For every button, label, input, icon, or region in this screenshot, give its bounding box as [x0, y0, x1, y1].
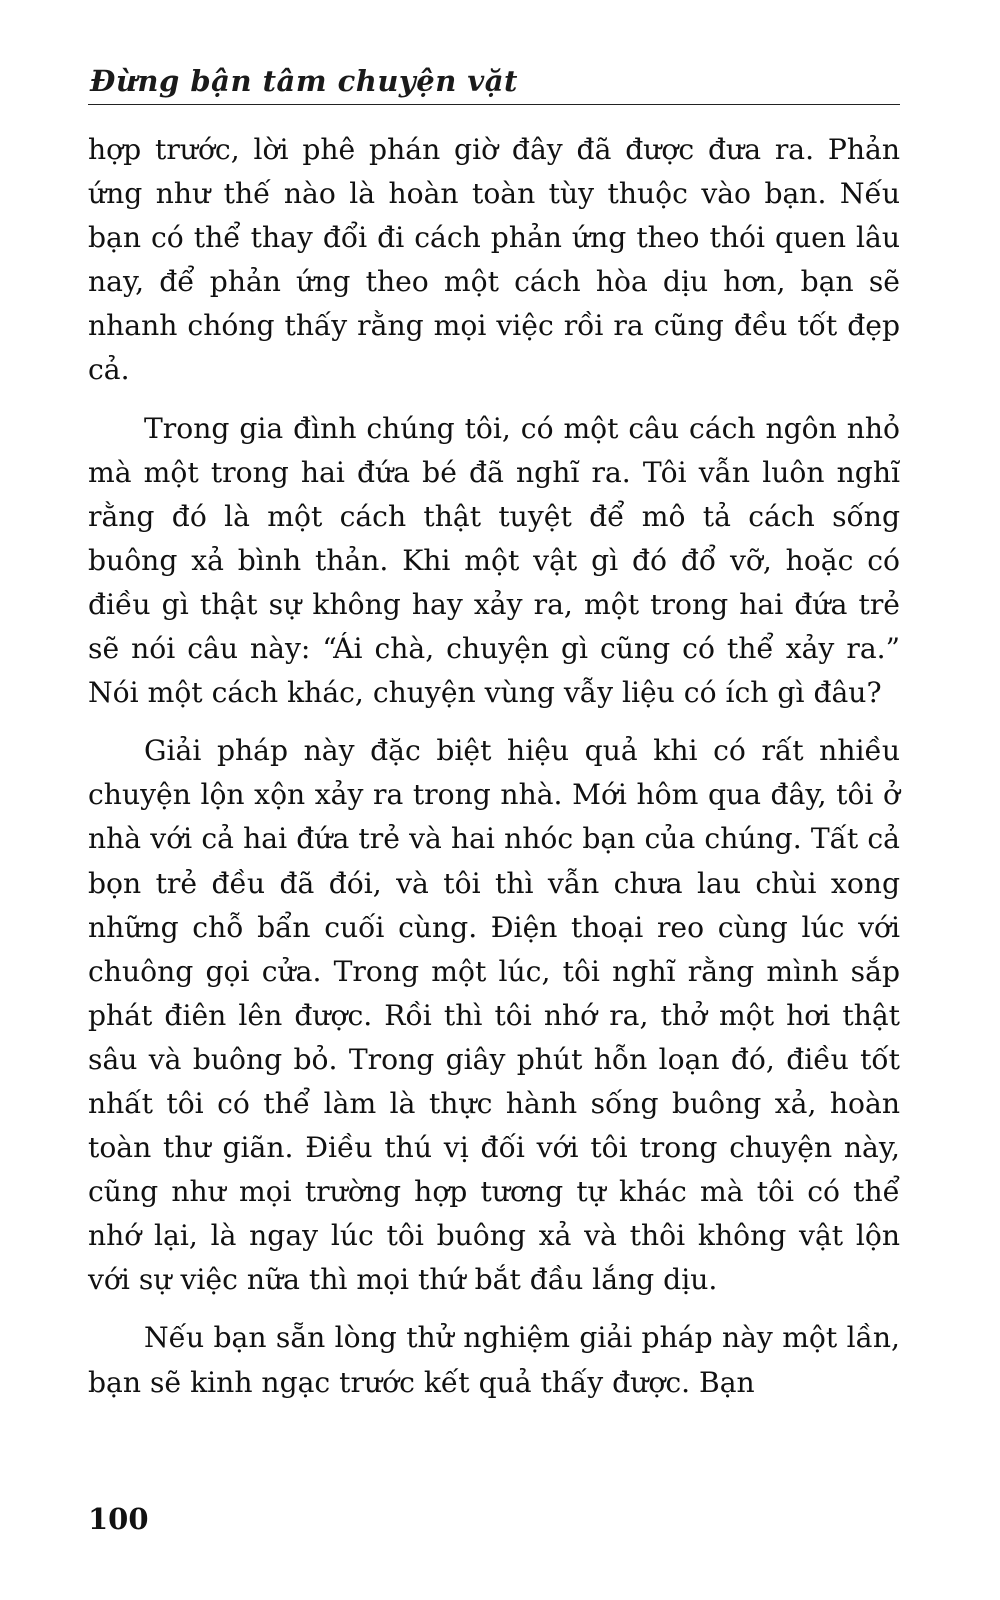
- running-header: [88, 54, 900, 105]
- paragraph: Nếu bạn sẵn lòng thử nghiệm giải pháp này một lần, bạn sẽ kinh ngạc trước kết quả thấy được. Bạn: [88, 1321, 900, 1399]
- paragraph: Trong gia đình chúng tôi, có một câu cách ngôn nhỏ mà một trong hai đứa bé đã nghĩ ra. Tôi vẫn luôn nghĩ rằng đó là một cách thật tuyệt để mô tả cách sống buông xả bình thản. Khi một vật gì đó đổ vỡ, hoặc có điều gì thật sự không hay xảy ra, một trong hai đứa trẻ sẽ nói câu này: “Ái chà, chuyện gì cũng có thể xảy ra.” Nói một cách khác, chuyện vùng vẫy liệu có ích gì đâu?: [88, 411, 900, 710]
- paragraph: Giải pháp này đặc biệt hiệu quả khi có rất nhiều chuyện lộn xộn xảy ra trong nhà. Mới hôm qua đây, tôi ở nhà với cả hai đứa trẻ và hai nhóc bạn của chúng. Tất cả bọn trẻ đều đã đói, và tôi thì vẫn chưa lau chùi xong những chỗ bẩn cuối cùng. Điện thoại reo cùng lúc với chuông gọi cửa. Trong một lúc, tôi nghĩ rằng mình sắp phát điên lên được. Rồi thì tôi nhớ ra, thở một hơi thật sâu và buông bỏ. Trong giây phút hỗn loạn đó, điều tốt nhất tôi có thể làm là thực hành sống buông xả, hoàn toàn thư giãn. Điều thú vị đối với tôi trong chuyện này, cũng như mọi trường hợp tương tự khác mà tôi có thể nhớ lại, là ngay lúc tôi buông xả và thôi không vật lộn với sự việc nữa thì mọi thứ bắt đầu lắng dịu.: [88, 734, 900, 1297]
- running-title: Đừng bận tâm chuyện vặt: [90, 64, 518, 98]
- paragraph-continued: hợp trước, lời phê phán giờ đây đã được đưa ra. Phản ứng như thế nào là hoàn toàn tùy thuộc vào bạn. Nếu bạn có thể thay đổi đi cách phản ứng theo thói quen lâu nay, để phản ứng theo một cách hòa dịu hơn, bạn sẽ nhanh chóng thấy rằng mọi việc rồi ra cũng đều tốt đẹp cả.: [88, 133, 900, 387]
- page-number: 100: [88, 1502, 149, 1536]
- page-body: [88, 128, 900, 1405]
